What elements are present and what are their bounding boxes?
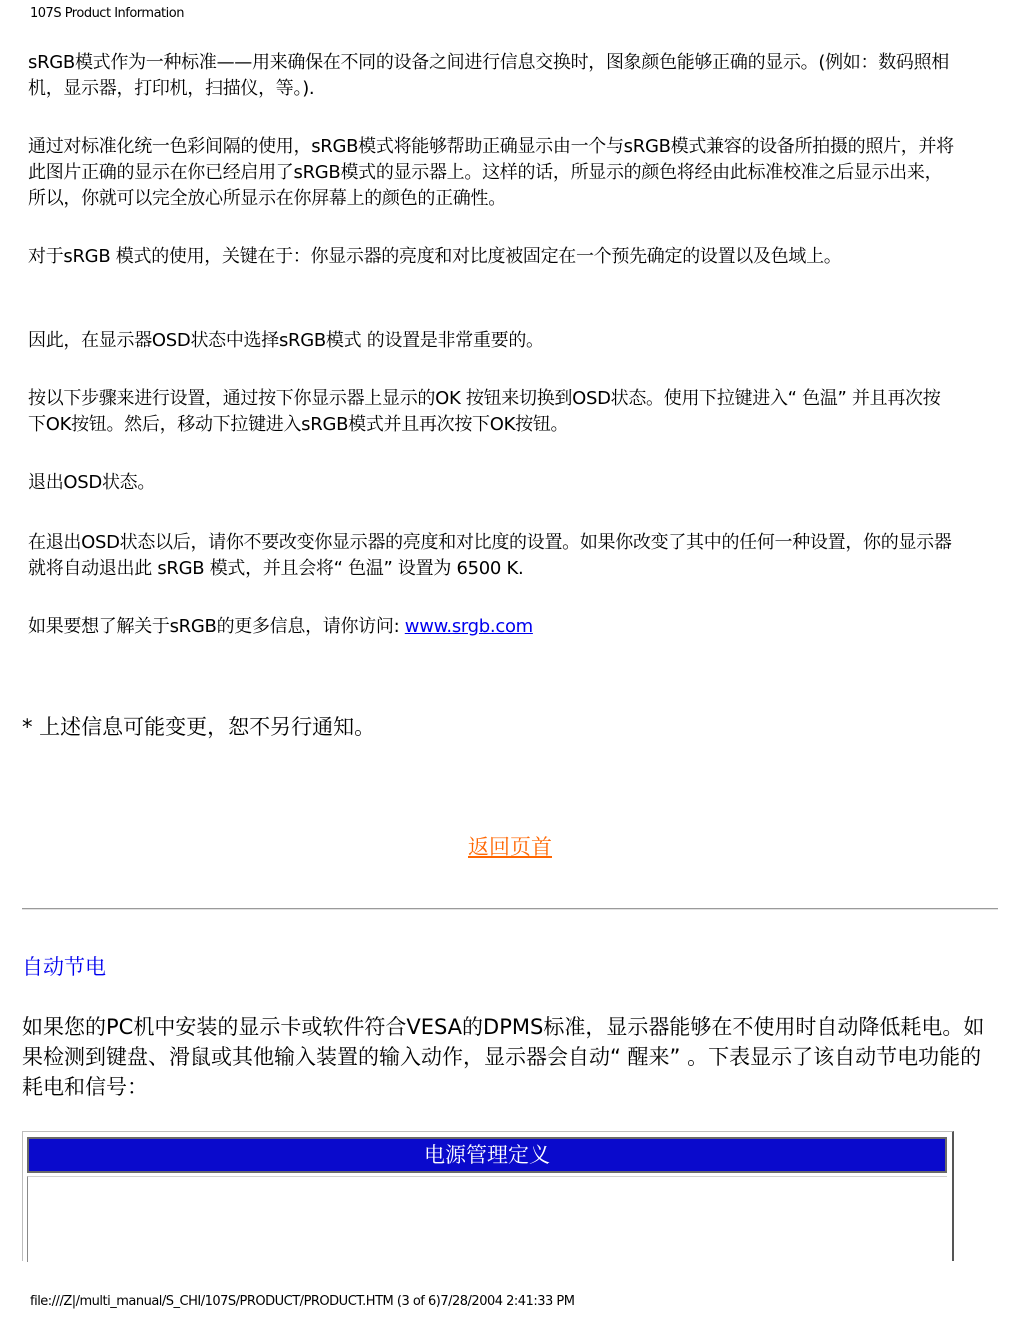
paragraph-osd-importance: 因此，在显示器OSD状态中选择sRGB模式 的设置是非常重要的。 — [28, 330, 544, 351]
horizontal-divider — [22, 908, 998, 910]
paragraph-exit-osd: 退出OSD状态。 — [28, 472, 156, 493]
paragraph-srgb-key: 对于sRGB 模式的使用，关键在于：你显示器的亮度和对比度被固定在一个预先确定的设置以及色域上。 — [28, 246, 842, 267]
back-to-top-link[interactable]: 返回页首 — [468, 835, 552, 859]
paragraph-more-info — [28, 614, 958, 640]
disclaimer-note: * 上述信息可能变更，恕不另行通知。 — [22, 715, 376, 739]
paragraph-srgb-definition: sRGB模式作为一种标准——用来确保在不同的设备之间进行信息交换时，图象颜色能够正确的显示。(例如：数码照相机，显示器，打印机，扫描仪，等。). — [28, 52, 949, 99]
paragraph-setup-steps: 按以下步骤来进行设置，通过按下你显示器上显示的OK 按钮来切换到OSD状态。使用下拉键进入“ 色温” 并且再次按下OK按钮。然后，移动下拉键进入sRGB模式并且再次按下OK按钮。 — [28, 388, 941, 435]
power-management-table — [22, 1131, 954, 1261]
section-title-power-saving: 自动节电 — [22, 955, 106, 979]
table-body — [27, 1176, 947, 1262]
section-body-power-saving: 如果您的PC机中安装的显示卡或软件符合VESA的DPMS标准，显示器能够在不使用时自动降低耗电。如果检测到键盘、滑鼠或其他输入装置的输入动作，显示器会自动“ 醒来” 。下表显示了该自动节电功能的耗电和信号： — [22, 1015, 985, 1099]
back-to-top-container — [0, 832, 1020, 862]
more-info-text: 如果要想了解关于sRGB的更多信息，请你访问: — [28, 616, 405, 637]
paragraph-srgb-usage: 通过对标准化统一色彩间隔的使用，sRGB模式将能够帮助正确显示由一个与sRGB模式兼容的设备所拍摄的照片，并将此图片正确的显示在你已经启用了sRGB模式的显示器上。这样的话，所显示的颜色将经由此标准校准之后显示出来，所以，你就可以完全放心所显示在你屏幕上的颜色的正确性。 — [28, 136, 954, 209]
table-header-power-management: 电源管理定义 — [27, 1137, 947, 1173]
page-footer-path: file:///Z|/multi_manual/S_CHI/107S/PRODUCT/PRODUCT.HTM (3 of 6)7/28/2004 2:41:33 PM — [30, 1294, 575, 1309]
srgb-website-link[interactable]: www.srgb.com — [404, 616, 533, 637]
page-header-title: 107S Product Information — [30, 6, 184, 21]
paragraph-after-exit: 在退出OSD状态以后，请你不要改变你显示器的亮度和对比度的设置。如果你改变了其中的任何一种设置，你的显示器就将自动退出此 sRGB 模式，并且会将“ 色温” 设置为 6500 K. — [28, 532, 952, 579]
